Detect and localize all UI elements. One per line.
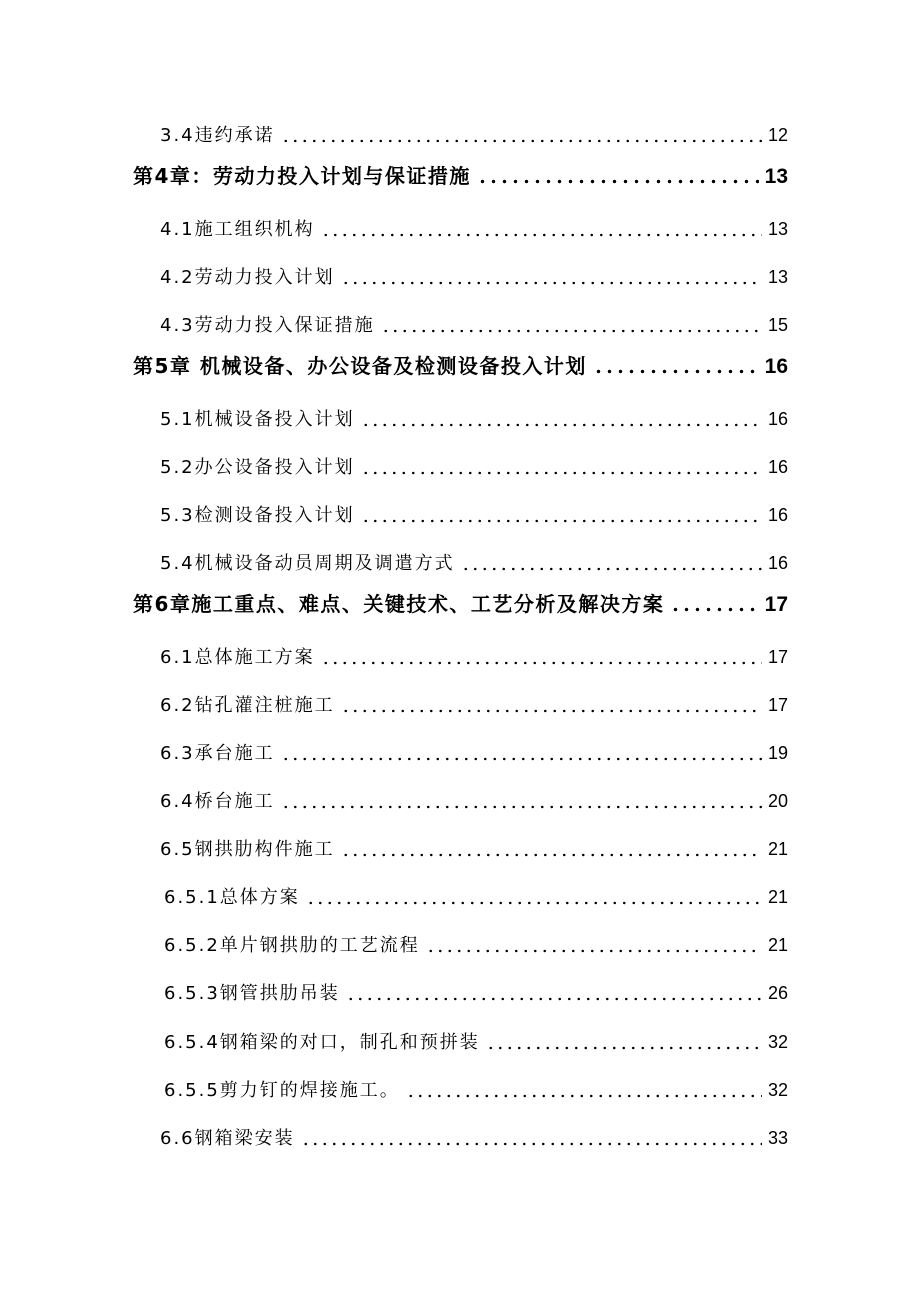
- toc-entry-6-5[interactable]: [160, 835, 788, 861]
- toc-entry-title: 6.5.2单片钢拱肋的工艺流程: [164, 935, 420, 956]
- toc-page-number: 20: [767, 791, 788, 811]
- toc-dot-leader: [281, 139, 762, 143]
- toc-page-number: 16: [767, 457, 788, 477]
- toc-entry-5-2[interactable]: [160, 453, 788, 479]
- toc-entry-6-5-3[interactable]: [164, 979, 788, 1005]
- toc-dot-leader: [361, 423, 762, 427]
- toc-dot-leader: [670, 607, 758, 612]
- toc-page-number: 21: [767, 839, 788, 859]
- toc-entry-title: 第5章 机械设备、办公设备及检测设备投入计划: [133, 354, 587, 378]
- toc-page-number: 16: [767, 553, 788, 573]
- toc-entry-6-5-2[interactable]: [164, 931, 788, 957]
- toc-entry-3-4[interactable]: [160, 121, 788, 147]
- toc-dot-leader: [341, 281, 762, 285]
- toc-page-number: 21: [767, 935, 788, 955]
- toc-entry-6-3[interactable]: [160, 739, 788, 765]
- toc-entry-title: 6.5.5剪力钉的焊接施工。: [164, 1080, 400, 1101]
- toc-page-number: 32: [767, 1032, 788, 1052]
- toc-page-number: 13: [767, 219, 788, 239]
- toc-entry-6-5-1[interactable]: [164, 883, 788, 909]
- toc-dot-leader: [321, 233, 762, 237]
- toc-entry-6-1[interactable]: [160, 643, 788, 669]
- toc-dot-leader: [486, 1046, 762, 1050]
- toc-dot-leader: [406, 1094, 762, 1098]
- toc-entry-5-1[interactable]: [160, 405, 788, 431]
- toc-dot-leader: [477, 179, 759, 184]
- toc-entry-6-6[interactable]: [160, 1124, 788, 1150]
- toc-dot-leader: [461, 567, 762, 571]
- toc-page-number: 17: [764, 593, 788, 616]
- toc-chapter-6[interactable]: [133, 588, 788, 617]
- toc-page-number: 26: [767, 983, 788, 1003]
- toc-page-number: 16: [764, 355, 788, 378]
- toc-entry-title: 6.5钢拱肋构件施工: [160, 839, 335, 860]
- toc-entry-6-2[interactable]: [160, 691, 788, 717]
- toc-entry-title: 6.6钢箱梁安装: [160, 1128, 295, 1149]
- toc-entry-title: 6.2钻孔灌注桩施工: [160, 695, 335, 716]
- toc-entry-title: 第4章：劳动力投入计划与保证措施: [133, 164, 471, 188]
- toc-dot-leader: [381, 329, 762, 333]
- toc-entry-title: 6.5.3钢管拱肋吊装: [164, 983, 340, 1004]
- toc-dot-leader: [593, 369, 759, 374]
- toc-entry-6-5-5[interactable]: [164, 1076, 788, 1102]
- toc-page-number: 16: [767, 505, 788, 525]
- toc-entry-5-4[interactable]: [160, 549, 788, 575]
- toc-entry-6-5-4[interactable]: [164, 1028, 788, 1054]
- toc-page-number: 33: [767, 1128, 788, 1148]
- toc-dot-leader: [306, 901, 762, 905]
- toc-entry-title: 4.1施工组织机构: [160, 219, 315, 240]
- toc-dot-leader: [281, 805, 762, 809]
- toc-page-number: 15: [767, 315, 788, 335]
- toc-page-number: 16: [767, 409, 788, 429]
- toc-dot-leader: [281, 757, 762, 761]
- toc-page-number: 17: [767, 647, 788, 667]
- toc-entry-title: 6.4桥台施工: [160, 791, 275, 812]
- toc-entry-title: 6.3承台施工: [160, 743, 275, 764]
- toc-dot-leader: [361, 471, 762, 475]
- toc-entry-title: 第6章施工重点、难点、关键技术、工艺分析及解决方案: [133, 592, 665, 616]
- toc-page-number: 17: [767, 695, 788, 715]
- toc-page-number: 19: [767, 743, 788, 763]
- toc-entry-title: 5.3检测设备投入计划: [160, 505, 355, 526]
- toc-page-number: 32: [767, 1080, 788, 1100]
- toc-entry-title: 5.1机械设备投入计划: [160, 409, 355, 430]
- toc-entry-4-1[interactable]: [160, 215, 788, 241]
- toc-entry-title: 4.3劳动力投入保证措施: [160, 315, 375, 336]
- toc-entry-5-3[interactable]: [160, 501, 788, 527]
- toc-entry-4-3[interactable]: [160, 311, 788, 337]
- toc-chapter-4[interactable]: [133, 160, 788, 189]
- toc-entry-4-2[interactable]: [160, 263, 788, 289]
- toc-entry-title: 6.1总体施工方案: [160, 647, 315, 668]
- toc-page-number: 13: [767, 267, 788, 287]
- toc-page-number: 21: [767, 887, 788, 907]
- toc-entry-title: 5.4机械设备动员周期及调遣方式: [160, 553, 455, 574]
- toc-chapter-5[interactable]: [133, 350, 788, 379]
- toc-entry-title: 6.5.4钢箱梁的对口，制孔和预拼装: [164, 1032, 480, 1053]
- toc-dot-leader: [361, 519, 762, 523]
- toc-entry-title: 5.2办公设备投入计划: [160, 457, 355, 478]
- toc-entry-title: 4.2劳动力投入计划: [160, 267, 335, 288]
- toc-entry-6-4[interactable]: [160, 787, 788, 813]
- toc-dot-leader: [321, 661, 762, 665]
- toc-dot-leader: [301, 1142, 762, 1146]
- toc-entry-title: 3.4违约承诺: [160, 125, 275, 146]
- toc-dot-leader: [426, 949, 762, 953]
- toc-page-number: 12: [767, 125, 788, 145]
- toc-dot-leader: [346, 997, 762, 1001]
- toc-page-number: 13: [764, 165, 788, 188]
- toc-entry-title: 6.5.1总体方案: [164, 887, 300, 908]
- toc-dot-leader: [341, 853, 762, 857]
- toc-dot-leader: [341, 709, 762, 713]
